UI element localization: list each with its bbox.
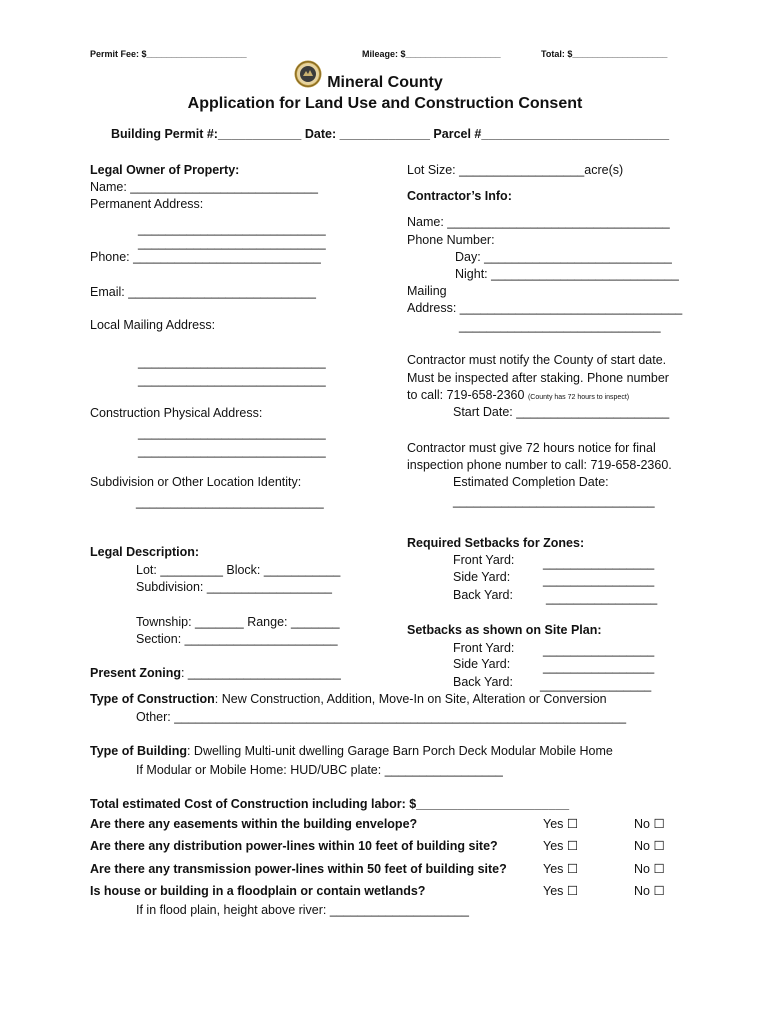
plan-side-yard-line[interactable]: ________________ xyxy=(543,660,655,674)
floodplain-yes-checkbox[interactable]: Yes ☐ xyxy=(543,884,579,898)
construction-type-row[interactable] xyxy=(90,692,607,707)
permit-fee-field[interactable]: Permit Fee: $____________________ xyxy=(90,49,247,59)
contractor-info-heading: Contractor’s Info: xyxy=(407,189,512,203)
permit-date-parcel-line[interactable]: Building Permit #:____________ Date: _____________ Parcel #___________________________ xyxy=(111,127,670,141)
transmission-question: Are there any transmission power-lines within 50 feet of building site? xyxy=(90,862,507,876)
distribution-no-checkbox[interactable]: No ☐ xyxy=(634,839,665,853)
building-type-row[interactable] xyxy=(90,744,613,759)
site-plan-setbacks-heading: Setbacks as shown on Site Plan: xyxy=(407,623,602,637)
total-field[interactable]: Total: $___________________ xyxy=(541,49,668,59)
building-type-options[interactable]: : Dwelling Multi-unit dwelling Garage Barn Porch Deck Modular Mobile Home xyxy=(186,744,613,758)
contractor-address-field[interactable]: Address: ________________________________ xyxy=(407,301,683,315)
construction-type-label: Type of Construction xyxy=(90,692,215,706)
contractor-night-phone-field[interactable]: Night: ___________________________ xyxy=(455,267,679,281)
req-front-yard-line[interactable]: ________________ xyxy=(543,556,655,570)
completion-date-label: Estimated Completion Date: xyxy=(453,475,609,489)
owner-name-field[interactable]: Name: ___________________________ xyxy=(90,180,318,194)
construction-address-label: Construction Physical Address: xyxy=(90,406,263,420)
req-front-yard-label: Front Yard: xyxy=(453,553,515,567)
inspection-note: (County has 72 hours to inspect) xyxy=(527,394,630,401)
final-notice-line-2: inspection phone number to call: 719-658-2360. xyxy=(407,458,672,472)
transmission-yes-checkbox[interactable]: Yes ☐ xyxy=(543,862,579,876)
notify-notice-line-1: Contractor must notify the County of start date. xyxy=(407,353,667,367)
distribution-yes-checkbox[interactable]: Yes ☐ xyxy=(543,839,579,853)
plan-front-yard-line[interactable]: ________________ xyxy=(543,643,655,657)
present-zoning-field[interactable] xyxy=(90,666,341,681)
mileage-field[interactable]: Mileage: $___________________ xyxy=(362,49,501,59)
floodplain-no-checkbox[interactable]: No ☐ xyxy=(634,884,665,898)
req-back-yard-label: Back Yard: xyxy=(453,588,513,602)
owner-email-field[interactable]: Email: ___________________________ xyxy=(90,285,316,299)
req-side-yard-label: Side Yard: xyxy=(453,570,511,584)
easements-yes-checkbox[interactable]: Yes ☐ xyxy=(543,817,579,831)
easements-question: Are there any easements within the building envelope? xyxy=(90,817,418,831)
inspection-phone: to call: 719-658-2360 xyxy=(407,388,525,402)
subdivision-identity-line[interactable]: ___________________________ xyxy=(136,495,324,509)
notify-notice-line-2: Must be inspected after staking. Phone number xyxy=(407,371,669,385)
permanent-address-line-1[interactable]: ___________________________ xyxy=(138,222,326,236)
local-mailing-line-2[interactable]: ___________________________ xyxy=(138,373,326,387)
owner-heading: Legal Owner of Property: xyxy=(90,163,240,177)
flood-height-field[interactable]: If in flood plain, height above river: ____________________ xyxy=(136,903,469,917)
lot-size-field[interactable]: Lot Size: __________________acre(s) xyxy=(407,163,624,177)
final-notice-line-1: Contractor must give 72 hours notice for final xyxy=(407,441,656,455)
lot-block-field[interactable]: Lot: _________ Block: ___________ xyxy=(136,563,341,577)
present-zoning-label: Present Zoning xyxy=(90,666,181,680)
notify-notice-line-3 xyxy=(407,388,629,405)
req-back-yard-line[interactable]: ________________ xyxy=(546,591,658,605)
contractor-phone-label: Phone Number: xyxy=(407,233,495,247)
contractor-mailing-label: Mailing xyxy=(407,284,447,298)
local-mailing-line-1[interactable]: ___________________________ xyxy=(138,355,326,369)
county-title: Mineral County xyxy=(327,74,443,91)
construction-address-line-2[interactable]: ___________________________ xyxy=(138,444,326,458)
section-field[interactable]: Section: ______________________ xyxy=(136,632,338,646)
local-mailing-label: Local Mailing Address: xyxy=(90,318,216,332)
form-title: Application for Land Use and Construction Consent xyxy=(187,95,583,112)
present-zoning-line[interactable]: : ______________________ xyxy=(180,666,341,680)
subdivision-field[interactable]: Subdivision: __________________ xyxy=(136,580,333,594)
req-side-yard-line[interactable]: ________________ xyxy=(543,573,655,587)
completion-date-line[interactable]: _____________________________ xyxy=(453,494,655,508)
construction-cost-field[interactable]: Total estimated Cost of Construction including labor: $______________________ xyxy=(90,797,570,811)
transmission-no-checkbox[interactable]: No ☐ xyxy=(634,862,665,876)
plan-side-yard-label: Side Yard: xyxy=(453,657,511,671)
building-type-label: Type of Building xyxy=(90,744,187,758)
hud-plate-field[interactable]: If Modular or Mobile Home: HUD/UBC plate: _________________ xyxy=(136,763,503,777)
permanent-address-label: Permanent Address: xyxy=(90,197,204,211)
plan-back-yard-line[interactable]: ________________ xyxy=(540,678,652,692)
legal-description-heading: Legal Description: xyxy=(90,545,200,559)
construction-other-field[interactable]: Other: _________________________________________________________________ xyxy=(136,710,627,724)
distribution-question: Are there any distribution power-lines within 10 feet of building site? xyxy=(90,839,498,853)
contractor-day-phone-field[interactable]: Day: ___________________________ xyxy=(455,250,672,264)
subdivision-identity-label: Subdivision or Other Location Identity: xyxy=(90,475,302,489)
floodplain-question: Is house or building in a floodplain or contain wetlands? xyxy=(90,884,426,898)
start-date-field[interactable]: Start Date: ______________________ xyxy=(453,405,670,419)
required-setbacks-heading: Required Setbacks for Zones: xyxy=(407,536,585,550)
township-range-field[interactable]: Township: _______ Range: _______ xyxy=(136,615,340,629)
easements-no-checkbox[interactable]: No ☐ xyxy=(634,817,665,831)
plan-back-yard-label: Back Yard: xyxy=(453,675,513,689)
contractor-address-line-2[interactable]: _____________________________ xyxy=(459,319,661,333)
owner-phone-field[interactable]: Phone: ___________________________ xyxy=(90,250,321,264)
construction-address-line-1[interactable]: ___________________________ xyxy=(138,426,326,440)
plan-front-yard-label: Front Yard: xyxy=(453,641,515,655)
contractor-name-field[interactable]: Name: ________________________________ xyxy=(407,215,670,229)
construction-type-options[interactable]: : New Construction, Addition, Move-In on Site, Alteration or Conversion xyxy=(214,692,607,706)
permanent-address-line-2[interactable]: ___________________________ xyxy=(138,236,326,250)
